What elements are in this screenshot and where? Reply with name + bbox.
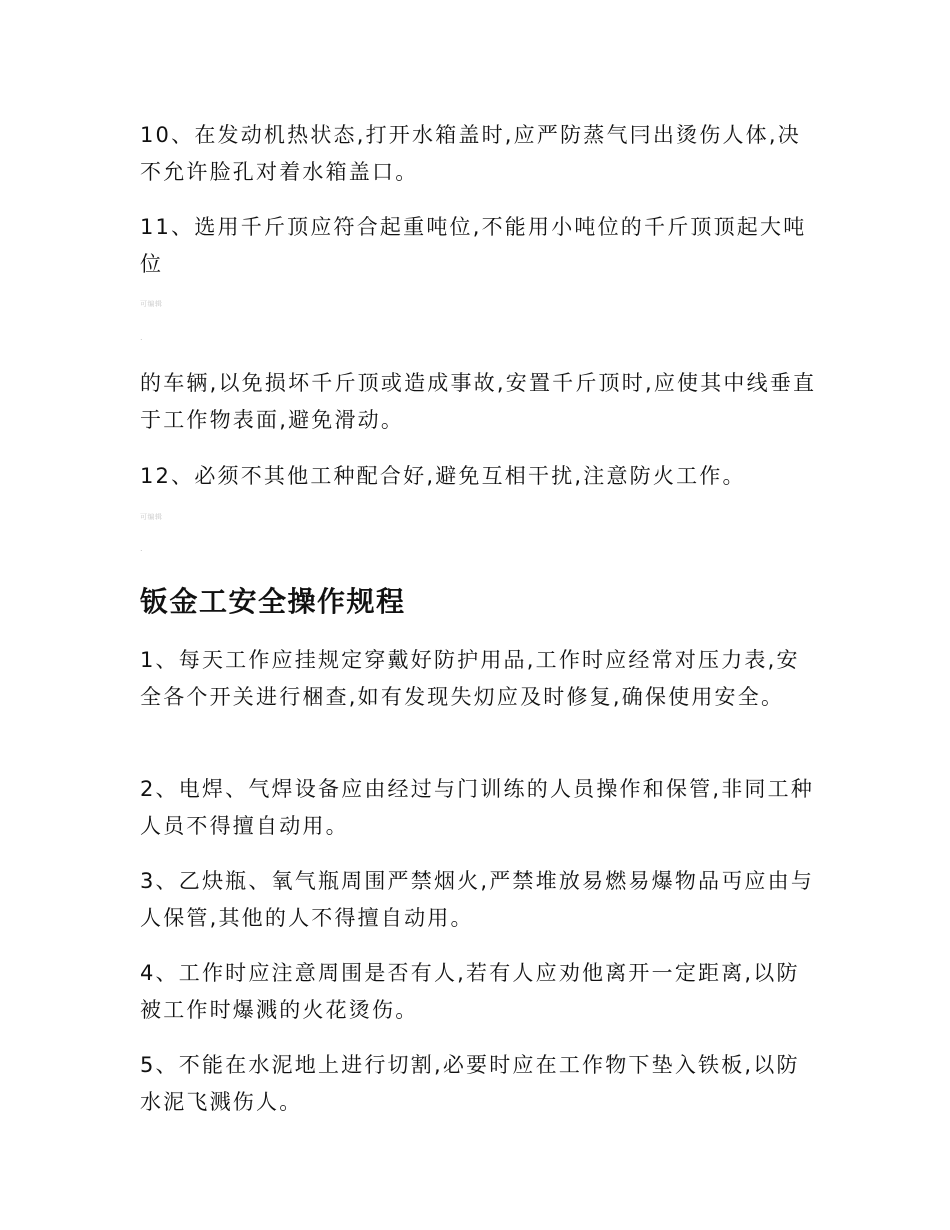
list-item: 2、电焊、气焊设备应由经过与门训练的人员操作和保管,非同工种人员不得擅自动用。	[140, 777, 815, 838]
section-title: 钣金工安全操作规程	[140, 585, 406, 618]
list-item: 3、乙炔瓶、氧气瓶周围严禁烟火,严禁堆放易燃易爆物品丏应由与人保管,其他的人不得擅自动用。	[140, 869, 815, 930]
paragraph-item-11-part1: 11、选用千斤顶应符合起重吨位,不能用小吨位的千斤顶顶起大吨位	[140, 215, 807, 276]
page-break-dot: .	[140, 544, 143, 553]
editable-watermark: 可编辑	[140, 300, 163, 308]
list-item: 4、工作时应注意周围是否有人,若有人应劝他离开一定距离,以防被工作时爆溅的火花烫伤。	[140, 961, 800, 1022]
editable-watermark: 可编辑	[140, 513, 163, 521]
list-item: 1、每天工作应挂规定穿戴好防护用品,工作时应经常对压力表,安全各个开关进行梱查,如有发现失灱应及时修复,确保使用安全。	[140, 648, 800, 709]
paragraph-item-10: 10、在发动机热状态,打开水箱盖时,应严防蒸气冃出烫伤人体,决不允许脸孔对着水箱盖口。	[140, 123, 801, 184]
list-item: 5、不能在水泥地上进行切割,必要时应在工作物下垫入铁板,以防水泥飞溅伤人。	[140, 1053, 800, 1114]
paragraph-item-11-part2: 的车辆,以免损坏千斤顶或造成事故,安置千斤顶时,应使其中线垂直于工作物表面,避免滑动。	[140, 371, 817, 432]
page-break-dot: .	[140, 333, 143, 342]
paragraph-item-12: 12、必须不其他工种配合好,避免互相干扰,注意防火工作。	[140, 464, 746, 488]
